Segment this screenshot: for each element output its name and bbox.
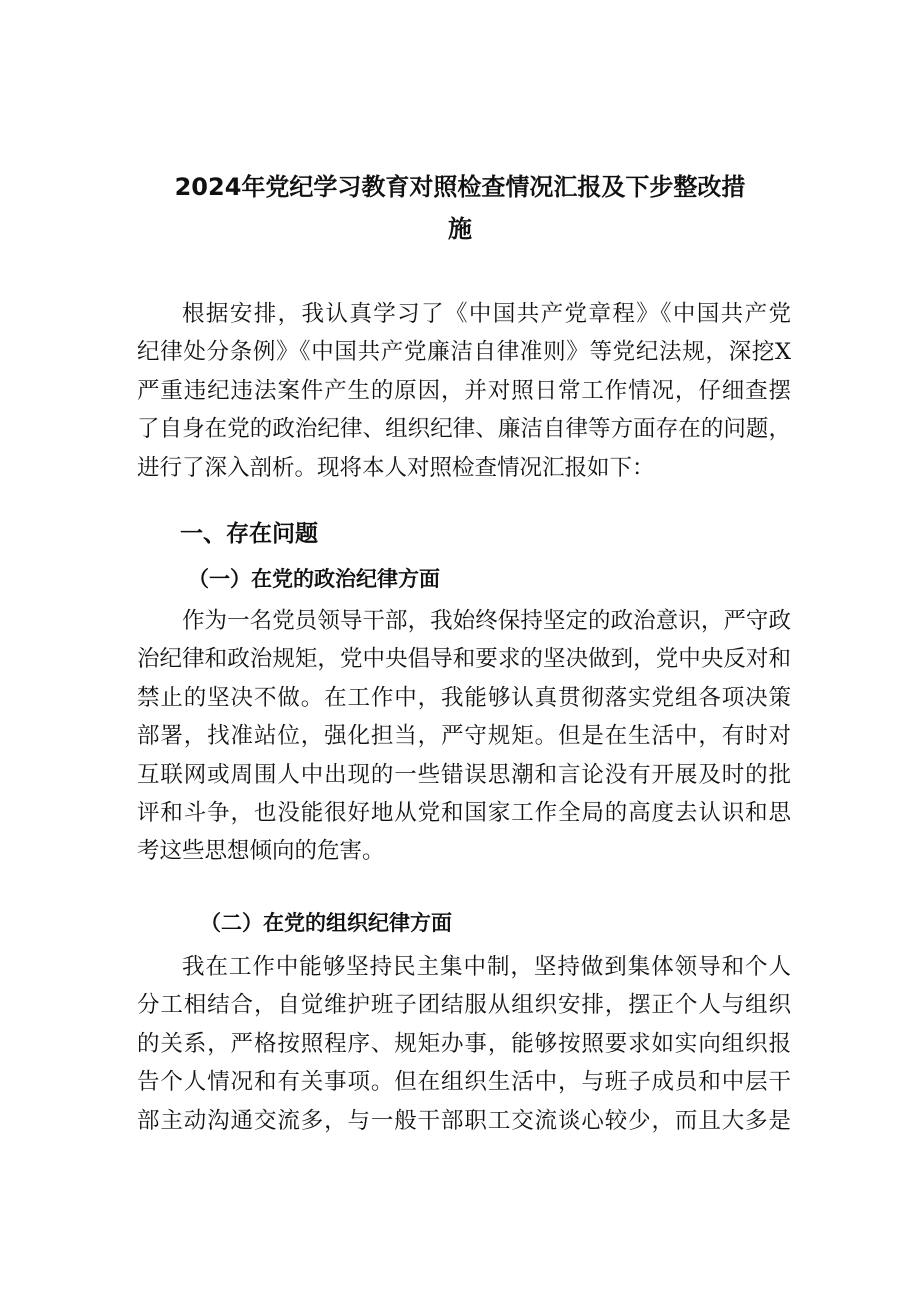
- paragraph-line: 互联网或周围人中出现的一些错误思潮和言论没有开展及时的批: [137, 761, 791, 788]
- paragraph-line: 我在工作中能够坚持民主集中制，坚持做到集体领导和个人: [182, 954, 791, 980]
- intro-line: 进行了深入剖析。现将本人对照检查情况汇报如下：: [137, 454, 655, 481]
- title-line-2: 施: [448, 215, 472, 243]
- intro-paragraph: [137, 295, 791, 487]
- paragraph-line: 部署，找准站位，强化担当，严守规矩。但是在生活中，有时对: [137, 723, 791, 750]
- political-discipline-paragraph: [137, 602, 791, 871]
- subsection-heading-organizational: （二）在党的组织纪律方面: [200, 910, 452, 935]
- paragraph-line: 考这些思想倾向的危害。: [137, 838, 385, 865]
- paragraph-line: 治纪律和政治规矩，党中央倡导和要求的坚决做到，党中央反对和: [137, 646, 791, 673]
- title-line-1: 2024年党纪学习教育对照检查情况汇报及下步整改措: [174, 173, 746, 201]
- intro-line: 严重违纪违法案件产生的原因，并对照日常工作情况，仔细查摆: [137, 377, 791, 404]
- paragraph-line: 分工相结合，自觉维护班子团结服从组织安排，摆正个人与组织: [137, 992, 791, 1019]
- organizational-discipline-paragraph: [137, 948, 791, 1140]
- subsection-heading-political: （一）在党的政治纪律方面: [188, 566, 440, 591]
- section-heading-problems: 一、存在问题: [180, 521, 318, 547]
- document-title: [160, 166, 760, 250]
- intro-line: 纪律处分条例》《中国共产党廉洁自律准则》等党纪法规，深挖X: [137, 339, 791, 366]
- paragraph-line: 部主动沟通交流多，与一般干部职工交流谈心较少，而且大多是: [137, 1107, 791, 1134]
- paragraph-line: 的关系，严格按照程序、规矩办事，能够按照要求如实向组织报: [137, 1030, 791, 1057]
- paragraph-line: 告个人情况和有关事项。但在组织生活中，与班子成员和中层干: [137, 1069, 791, 1096]
- intro-line: 根据安排，我认真学习了《中国共产党章程》《中国共产党: [182, 301, 791, 327]
- paragraph-line: 作为一名党员领导干部，我始终保持坚定的政治意识，严守政: [182, 608, 791, 634]
- paragraph-line: 评和斗争，也没能很好地从党和国家工作全局的高度去认识和思: [137, 800, 791, 827]
- intro-line: 了自身在党的政治纪律、组织纪律、廉洁自律等方面存在的问题，: [137, 416, 791, 443]
- paragraph-line: 禁止的坚决不做。在工作中，我能够认真贯彻落实党组各项决策: [137, 684, 791, 711]
